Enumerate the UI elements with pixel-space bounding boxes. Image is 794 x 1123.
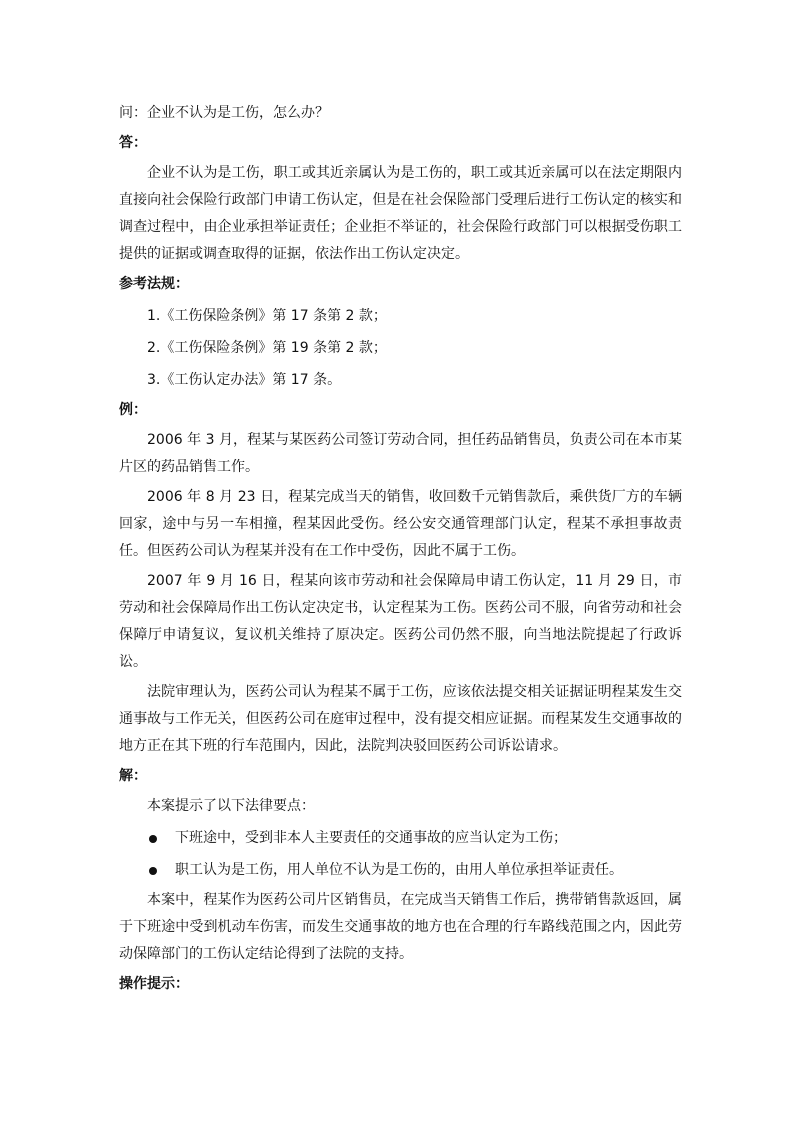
- bullet-text: 职工认为是工伤，用人单位不认为是工伤的，由用人单位承担举证责任。: [175, 862, 623, 878]
- question-label: 问：: [119, 105, 147, 121]
- example-paragraph: 2006 年 3 月，程某与某医药公司签订劳动合同，担任药品销售员，负责公司在本市某片区的药品销售工作。: [119, 432, 682, 475]
- document-body: [119, 100, 682, 998]
- example-paragraph: 2007 年 9 月 16 日，程某向该市劳动和社会保障局申请工伤认定，11 月 29 日，市劳动和社会保障局作出工伤认定决定书，认定程某为工伤。医药公司不服，向省劳动和社会保障厅申请复议，复议机关维持了原决定。医药公司仍然不服，向当地法院提起了行政诉讼。: [119, 573, 682, 670]
- answer-paragraph: 企业不认为是工伤，职工或其近亲属认为是工伤的，职工或其近亲属可以在法定期限内直接向社会保险行政部门申请工伤认定，但是在社会保险部门受理后进行工伤认定的核实和调查过程中，由企业承担举证责任；企业拒不举证的，社会保险行政部门可以根据受伤职工提供的证据或调查取得的证据，依法作出工伤认定决定。: [119, 165, 682, 262]
- reference-item: 1.《工伤保险条例》第 17 条第 2 款；: [147, 308, 387, 324]
- analysis-heading: 解：: [119, 768, 147, 784]
- answer-heading: 答：: [119, 135, 147, 151]
- example-paragraph: 法院审理认为，医药公司认为程某不属于工伤，应该依法提交相关证据证明程某发生交通事故与工作无关，但医药公司在庭审过程中，没有提交相应证据。而程某发生交通事故的地方正在其下班的行车范围内，因此，法院判决驳回医药公司诉讼请求。: [119, 684, 682, 754]
- bullet-dot-icon: [149, 835, 157, 843]
- analysis-conclusion: 本案中，程某作为医药公司片区销售员，在完成当天销售工作后，携带销售款返回，属于下班途中受到机动车伤害，而发生交通事故的地方也在合理的行车路线范围之内，因此劳动保障部门的工伤认定结论得到了法院的支持。: [119, 892, 682, 962]
- references-heading: 参考法规：: [119, 276, 189, 292]
- bullet-item: [119, 825, 682, 852]
- example-paragraph: 2006 年 8 月 23 日，程某完成当天的销售，收回数千元销售款后，乘供货厂方的车辆回家，途中与另一车相撞，程某因此受伤。经公安交通管理部门认定，程某不承担事故责任。但医药公司认为程某并没有在工作中受伤，因此不属于工伤。: [119, 489, 682, 559]
- reference-item: 3.《工伤认定办法》第 17 条。: [147, 372, 342, 388]
- analysis-intro: 本案提示了以下法律要点：: [147, 798, 315, 814]
- bullet-dot-icon: [149, 867, 157, 875]
- example-heading: 例：: [119, 402, 147, 418]
- operation-tips-heading: 操作提示：: [119, 976, 189, 992]
- bullet-item: [119, 857, 682, 884]
- question-text: 企业不认为是工伤，怎么办？: [147, 105, 329, 121]
- question-line: [119, 100, 682, 127]
- reference-item: 2.《工伤保险条例》第 19 条第 2 款；: [147, 340, 387, 356]
- bullet-text: 下班途中，受到非本人主要责任的交通事故的应当认定为工伤；: [175, 830, 567, 846]
